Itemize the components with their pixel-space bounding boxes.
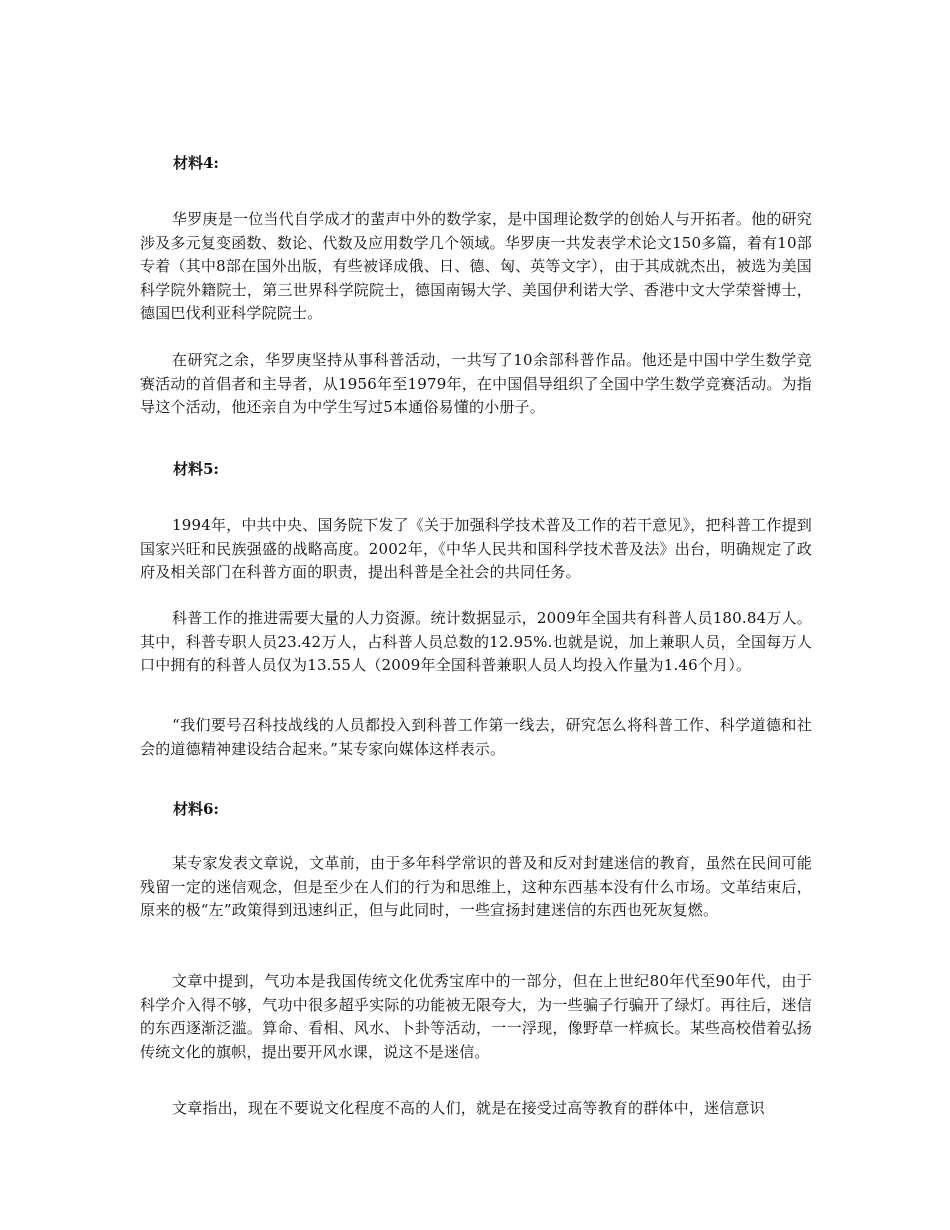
paragraph-qigong-superstition: 文章中提到，气功本是我国传统文化优秀宝库中的一部分，但在上世纪80年代至90年代，由于科学介入得不够，气功中很多超乎实际的功能被无限夸大，为一些骗子行骗开了绿灯。再往后，迷信的东西逐渐泛滥。算命、看相、风水、卜卦等活动，一一浮现，像野草一样疯长。某些高校借着弘扬传统文化的旗帜，提出要开风水课，说这不是迷信。 [140, 972, 812, 1061]
paragraph-hua-luogeng-bio: 华罗庚是一位当代自学成才的蜚声中外的数学家，是中国理论数学的创始人与开拓者。他的研究涉及多元复变函数、数论、代数及应用数学几个领域。华罗庚一共发表学术论文150多篇，着有10部专着（其中8部在国外出版，有些被译成俄、日、德、匈、英等文字），由于其成就杰出，被选为美国科学院外籍院士，第三世界科学院院士，德国南锡大学、美国伊利诺大学、香港中文大学荣誉博士，德国巴伐利亚科学院院士。 [140, 210, 812, 322]
paragraph-hua-luogeng-science-popularization: 在研究之余，华罗庚坚持从事科普活动，一共写了10余部科普作品。他还是中国中学生数学竞赛活动的首倡者和主导者，从1956年至1979年，在中国倡导组织了全国中学生数学竞赛活动。为指导这个活动，他还亲自为中学生写过5本通俗易懂的小册子。 [140, 351, 812, 416]
paragraph-higher-education-superstition: 文章指出，现在不要说文化程度不高的人们，就是在接受过高等教育的群体中，迷信意识 [172, 1099, 765, 1117]
section-heading-material-5: 材料5: [173, 460, 219, 478]
paragraph-superstition-revival: 某专家发表文章说，文革前，由于多年科学常识的普及和反对封建迷信的教育，虽然在民间可能残留一定的迷信观念，但是至少在人们的行为和思维上，这种东西基本没有什么市场。文革结束后，原来的极“左”政策得到迅速纠正，但与此同时，一些宣扬封建迷信的东西也死灰复燃。 [140, 854, 812, 919]
paragraph-science-staff-statistics: 科普工作的推进需要大量的人力资源。统计数据显示，2009年全国共有科普人员180.84万人。其中，科普专职人员23.42万人，占科普人员总数的12.95%.也就是说，加上兼职人员，全国每万人口中拥有的科普人员仅为13.55人（2009年全国科普兼职人员人均投入作量为1.46个月）。 [140, 609, 812, 674]
paragraph-science-policy: 1994年，中共中央、国务院下发了《关于加强科学技术普及工作的若干意见》，把科普工作提到国家兴旺和民族强盛的战略高度。2002年，《中华人民共和国科学技术普及法》出台，明确规定了政府及相关部门在科普方面的职责，提出科普是全社会的共同任务。 [140, 516, 812, 581]
section-heading-material-4: 材料4: [173, 154, 219, 172]
paragraph-expert-quote: “我们要号召科技战线的人员都投入到科普工作第一线去，研究怎么将科普工作、科学道德和社会的道德精神建设结合起来。”某专家向媒体这样表示。 [140, 716, 812, 758]
section-heading-material-6: 材料6: [173, 800, 219, 818]
